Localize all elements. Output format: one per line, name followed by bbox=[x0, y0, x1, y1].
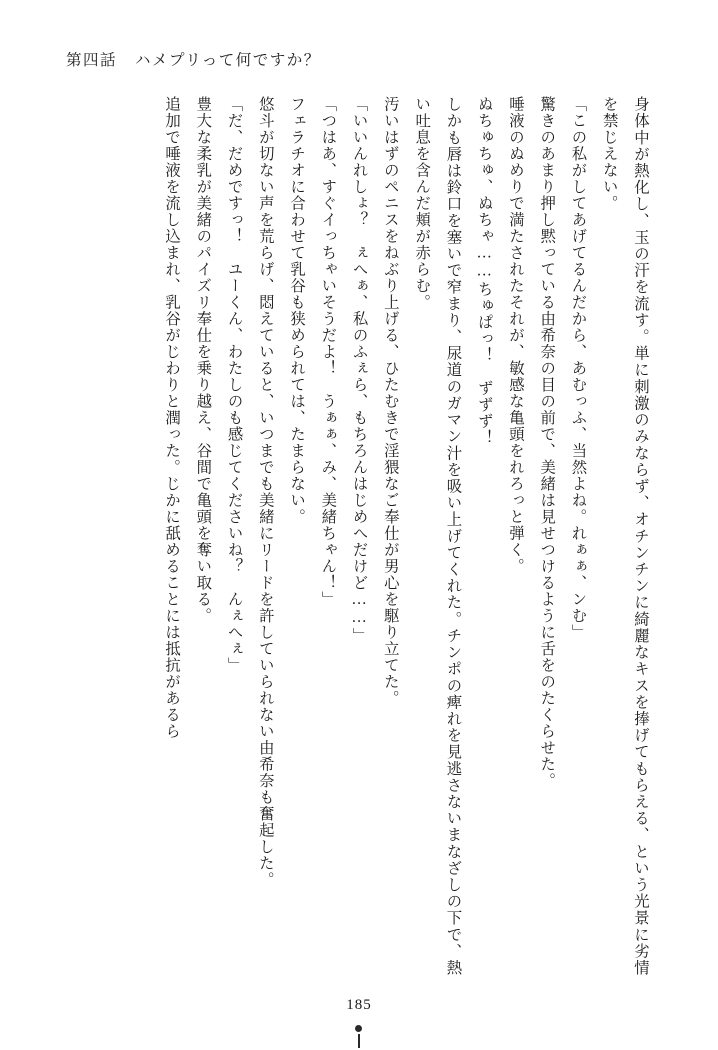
paragraph: フェラチオに合わせて乳谷も狭められては、たまらない。 bbox=[288, 96, 306, 525]
spine-line-marker bbox=[358, 1034, 360, 1048]
paragraph: しかも唇は鈴口を塞いで窄まり、尿道のガマン汁を吸い上げてくれた。チンポの痺れを見逃さないまなざしの下で、熱い吐息を含んだ頬が赤らむ。 bbox=[413, 96, 462, 976]
paragraph: 悠斗が切ない声を荒らげ、悶えていると、いつまでも美緒にリードを許していられない由希奈も奮起した。 bbox=[256, 96, 274, 888]
paragraph: 「つはあ、すぐイっちゃいそうだよ！ うぁぁ、み、美緒ちゃん！」 bbox=[319, 96, 337, 608]
paragraph: 驚きのあまり押し黙っている由希奈の目の前で、美緒は見せつけるように舌をのたくらせた。 bbox=[538, 96, 556, 789]
paragraph: 唾液のぬめりで満たされたそれが、敏感な亀頭をれろっと弾く。 bbox=[506, 96, 524, 575]
paragraph: 「だ、だめですっ！ ユーくん、わたしのも感じてくださいね？ んぇへぇ」 bbox=[225, 96, 243, 674]
paragraph: 「この私がしてあげてるんだから、あむっふ、当然よね。れぁぁ、ンむ」 bbox=[569, 96, 587, 641]
page-number: 185 bbox=[346, 997, 372, 1013]
chapter-title: ハメプリって何ですか？ bbox=[135, 52, 321, 69]
chapter-number: 第四話 bbox=[66, 52, 118, 69]
body-text bbox=[56, 96, 656, 976]
page-header bbox=[66, 48, 321, 70]
paragraph: 「いいんれしょ？ ぇへぁ、私のふぇら、もちろんはじめへだけど……」 bbox=[350, 96, 368, 644]
paragraph: 汚いはずのペニスをねぶり上げる、ひたむきで淫猥なご奉仕が男心を駆り立てた。 bbox=[381, 96, 399, 707]
paragraph: ぬちゅちゅ、ぬちゃ……ちゅぱっ！ ずずず！ bbox=[475, 96, 493, 446]
spine-dot-marker bbox=[355, 1025, 362, 1032]
paragraph: 追加で唾液を流し込まれ、乳谷がじわりと潤った。じかに舐めることには抵抗があるら bbox=[163, 96, 181, 740]
paragraph: 豊大な柔乳が美緒のパイズリ奉仕を乗り越え、谷間で亀頭を奪い取る。 bbox=[194, 96, 212, 624]
paragraph: 身体中が熱化し、玉の汗を流す。単に刺激のみならず、オチンチンに綺麗なキスを捧げてもらえる、という光景に劣情を禁じえない。 bbox=[600, 96, 649, 976]
